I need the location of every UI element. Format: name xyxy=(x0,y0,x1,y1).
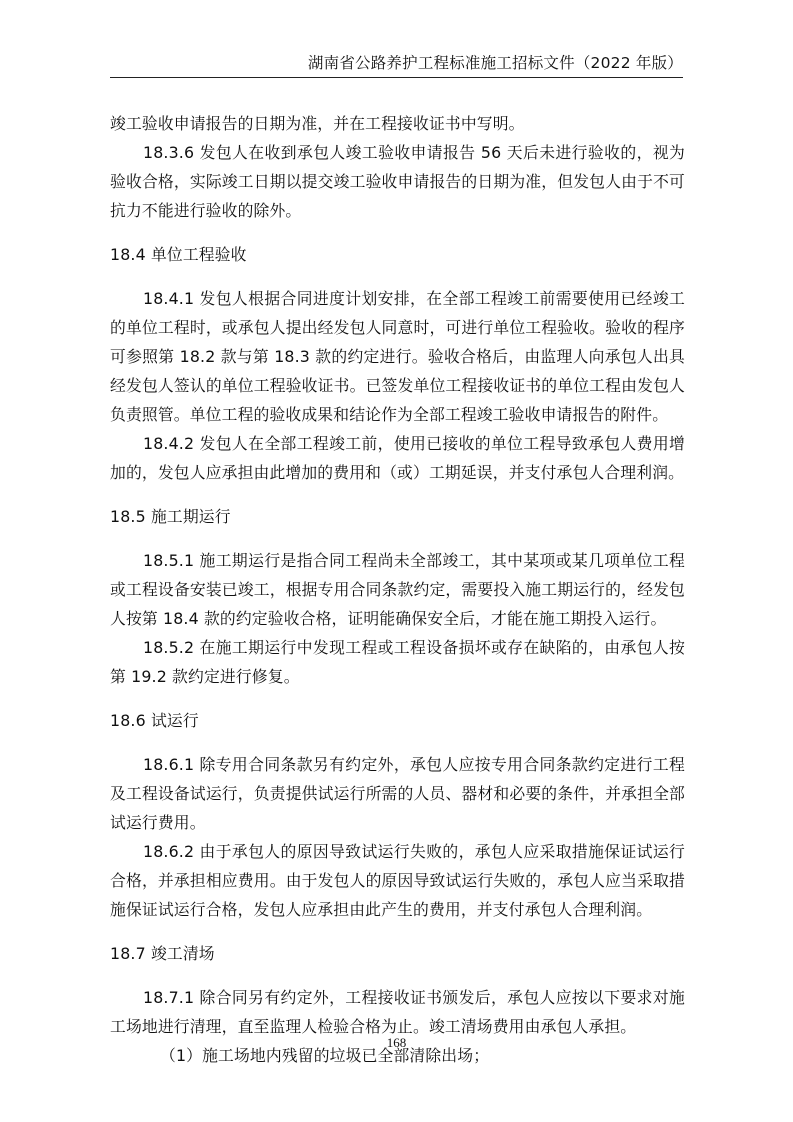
document-body xyxy=(110,109,685,1070)
paragraph-18-6-2: 18.6.2 由于承包人的原因导致试运行失败的，承包人应采取措施保证试运行合格，并承担相应费用。由于发包人的原因导致试运行失败的，承包人应当采取措施保证试运行合格，发包人应承担由此产生的费用，并支付承包人合理利润。 xyxy=(110,842,685,919)
paragraph-18-6-1: 18.6.1 除专用合同条款另有约定外，承包人应按专用合同条款约定进行工程及工程设备试运行，负责提供试运行所需的人员、器材和必要的条件，并承担全部试运行费用。 xyxy=(110,755,685,832)
page-number: 168 xyxy=(386,1035,407,1050)
list-item-1: （1）施工场地内残留的垃圾已全部清除出场； xyxy=(160,1046,490,1065)
section-heading-18-6: 18.6 试运行 xyxy=(110,711,199,730)
paragraph-18-4-1: 18.4.1 发包人根据合同进度计划安排，在全部工程竣工前需要使用已经竣工的单位工程时，或承包人提出经发包人同意时，可进行单位工程验收。验收的程序可参照第 18.2 款与第 18.3 款的约定进行。验收合格后，由监理人向承包人出具经发包人签认的单位工程验收证书。已签发单位工程接收证书的单位工程由发包人负责照管。单位工程的验收成果和结论作为全部工程竣工验收申请报告的附件。 xyxy=(110,289,685,424)
paragraph-18-5-2: 18.5.2 在施工期运行中发现工程或工程设备损坏或存在缺陷的，由承包人按第 19.2 款约定进行修复。 xyxy=(110,638,685,686)
paragraph-18-5-1: 18.5.1 施工期运行是指合同工程尚未全部竣工，其中某项或某几项单位工程或工程设备安装已竣工，根据专用合同条款约定，需要投入施工期运行的，经发包人按第 18.4 款的约定验收合格，证明能确保安全后，才能在施工期投入运行。 xyxy=(110,551,685,628)
header-rule xyxy=(110,77,683,78)
document-header: 湖南省公路养护工程标准施工招标文件（2022 年版） xyxy=(307,54,683,72)
paragraph-continuation: 竣工验收申请报告的日期为准，并在工程接收证书中写明。 xyxy=(110,114,525,133)
section-heading-18-5: 18.5 施工期运行 xyxy=(110,507,231,526)
paragraph-18-4-2: 18.4.2 发包人在全部工程竣工前，使用已接收的单位工程导致承包人费用增加的，发包人应承担由此增加的费用和（或）工期延误，并支付承包人合理利润。 xyxy=(110,434,685,482)
section-heading-18-7: 18.7 竣工清场 xyxy=(110,944,215,963)
paragraph-18-7-1: 18.7.1 除合同另有约定外，工程接收证书颁发后，承包人应按以下要求对施工场地进行清理，直至监理人检验合格为止。竣工清场费用由承包人承担。 xyxy=(110,988,685,1036)
paragraph-18-3-6: 18.3.6 发包人在收到承包人竣工验收申请报告 56 天后未进行验收的，视为验收合格，实际竣工日期以提交竣工验收申请报告的日期为准，但发包人由于不可抗力不能进行验收的除外。 xyxy=(110,143,685,220)
section-heading-18-4: 18.4 单位工程验收 xyxy=(110,245,247,264)
